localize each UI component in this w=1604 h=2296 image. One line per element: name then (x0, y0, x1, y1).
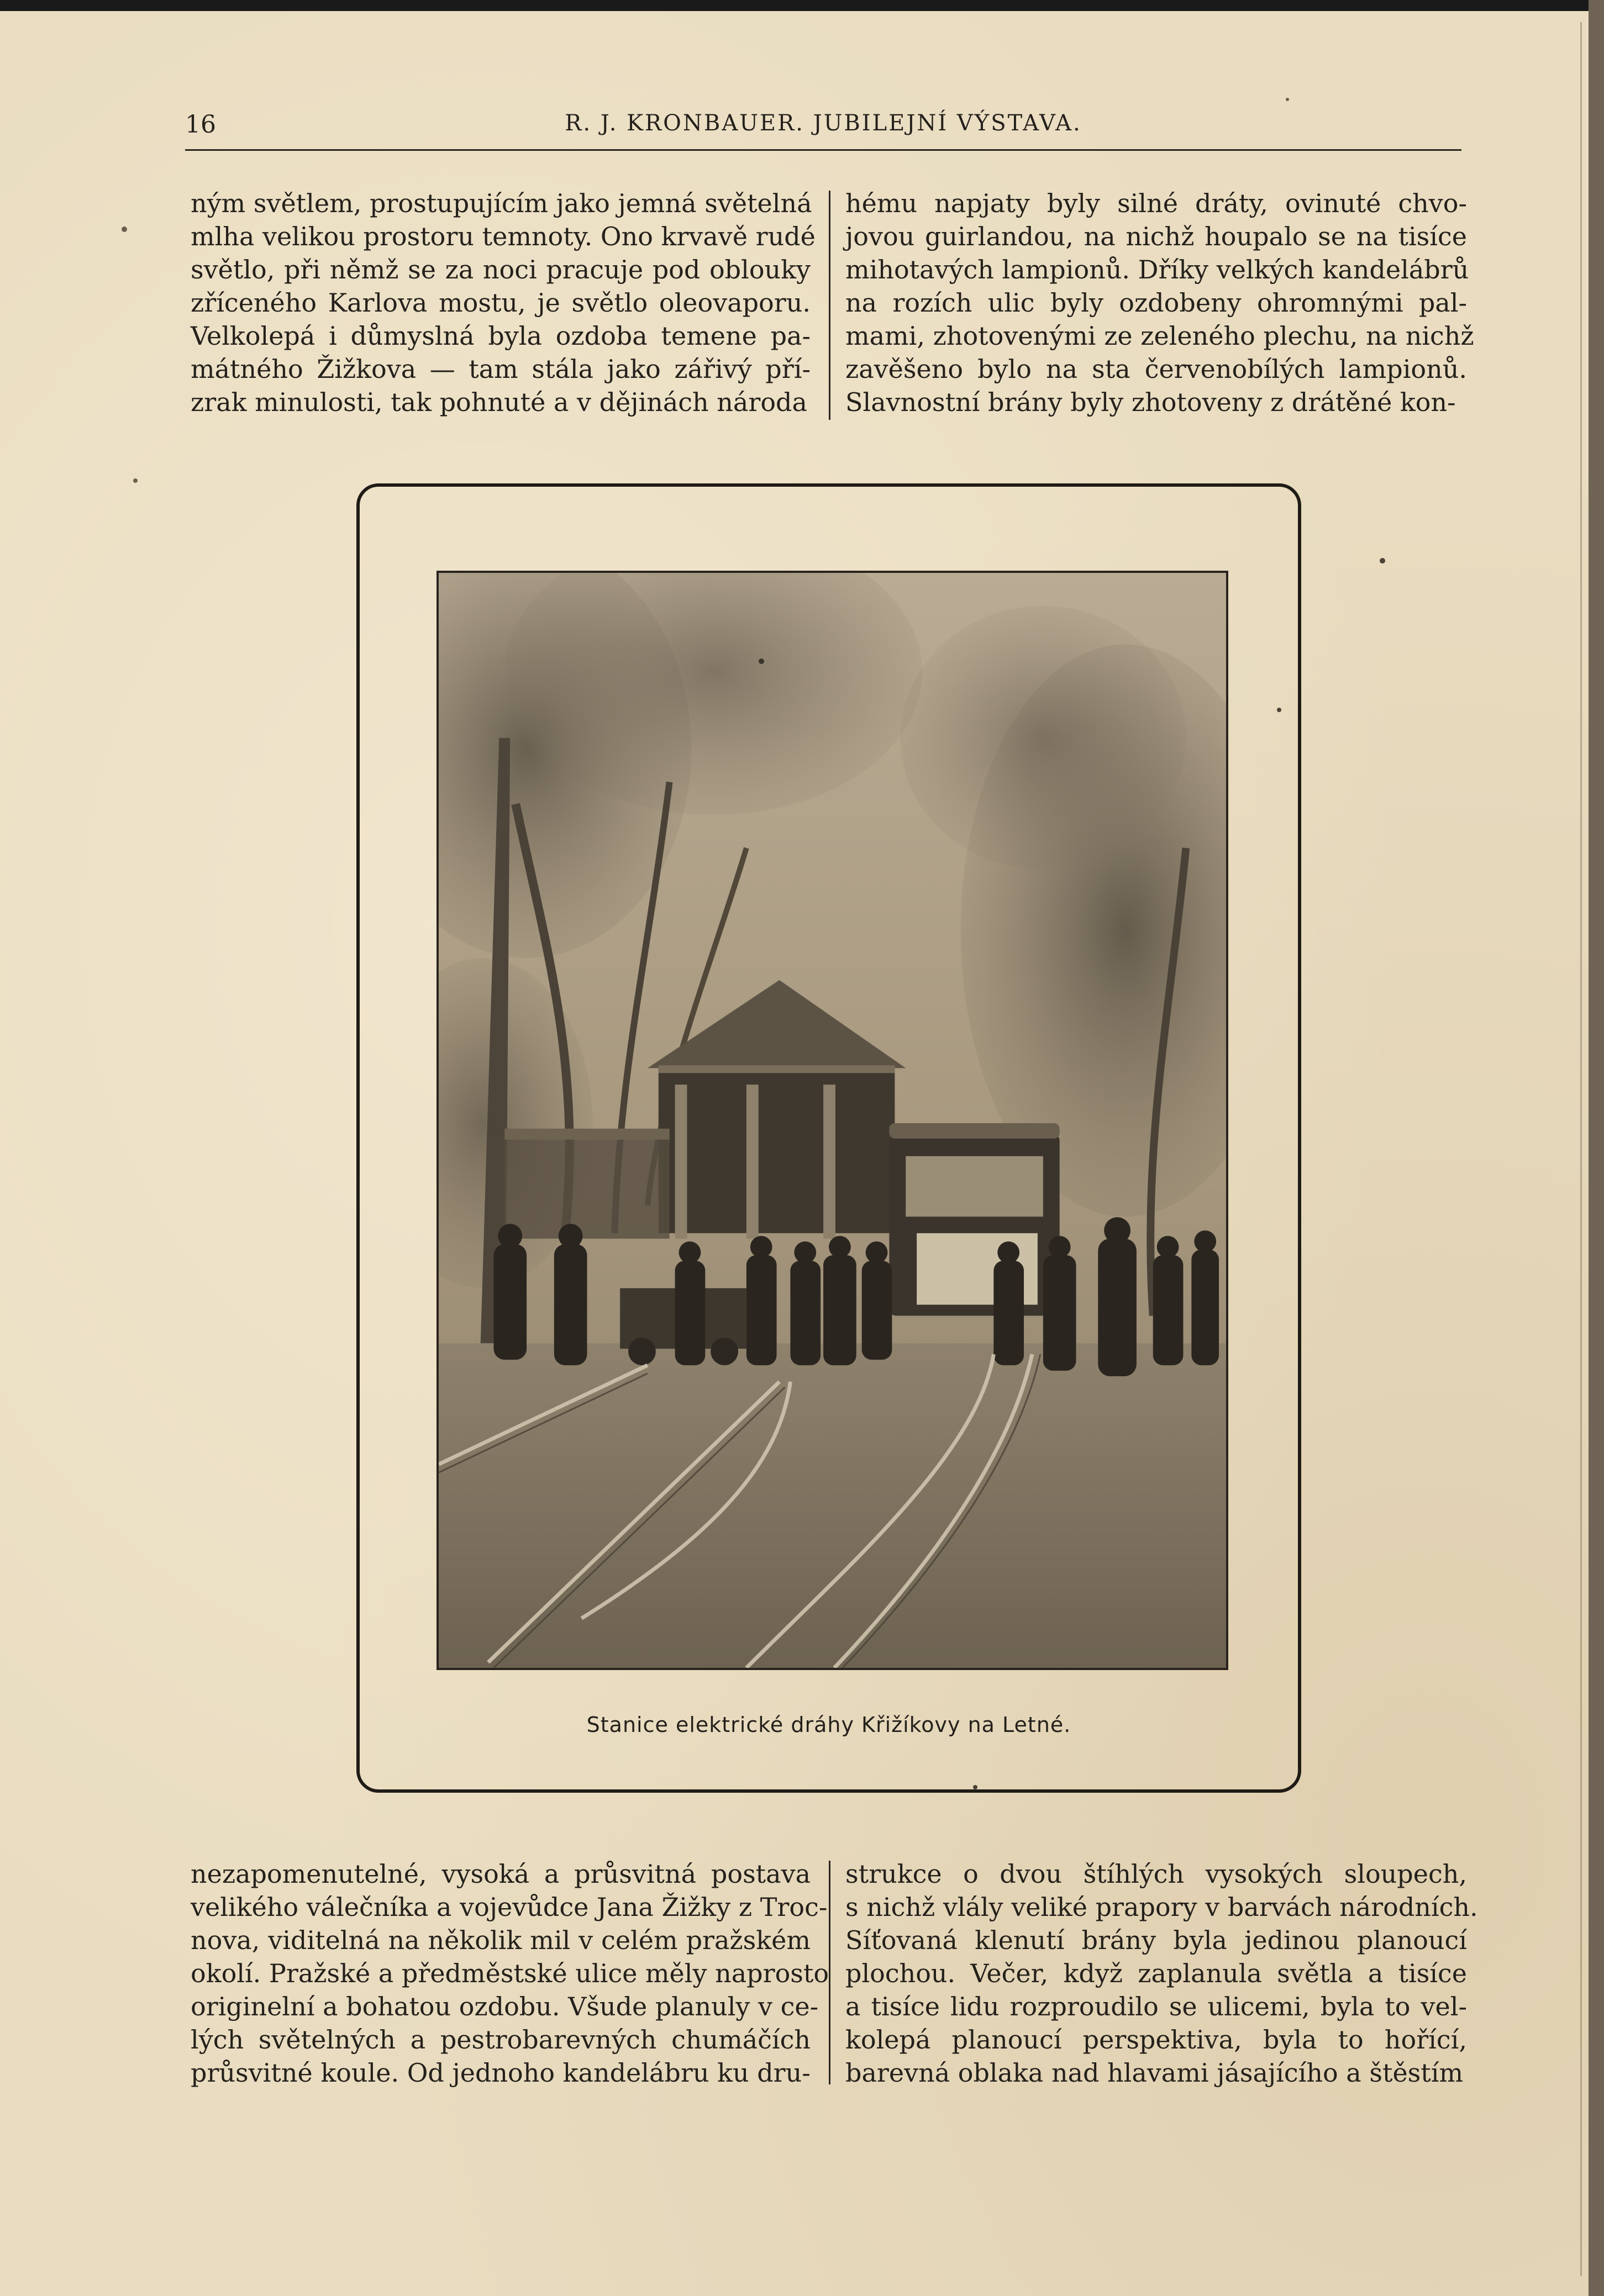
text-line: mátného Žižkova — tam stála jako zářivý pří- (191, 354, 811, 384)
text-line: originelní a bohatou ozdobu. Všude planuly v ce- (191, 1992, 819, 2021)
column-bottom-right (845, 1857, 1478, 2089)
text-line: mami, zhotovenými ze zeleného plechu, na nichž (845, 321, 1474, 351)
text-line: mihotavých lampionů. Dříky velkých kandelábrů (845, 255, 1469, 285)
photo-illustration (439, 573, 1226, 1668)
column-divider (829, 1861, 830, 2084)
station-photograph (437, 571, 1228, 1670)
text-line: Síťovaná klenutí brány byla jedinou planoucí (845, 1925, 1467, 1955)
text-line: Slavnostní brány byly zhotoveny z drátěné kon- (845, 387, 1456, 417)
text-line: na rozích ulic byly ozdobeny ohromnými pal- (845, 288, 1467, 318)
column-top-right (845, 187, 1474, 419)
header-title: R. J. KRONBAUER. JUBILEJNÍ VÝSTAVA. (565, 110, 1082, 136)
text-line: plochou. Večer, když zaplanula světla a tisíce (845, 1958, 1467, 1988)
text-line: nova, viditelná na několik mil v celém pražském (191, 1925, 811, 1955)
text-line: Velkolepá i důmyslná byla ozdoba temene pa- (191, 321, 811, 351)
book-edge (1589, 0, 1604, 2296)
text-line: lých světelných a pestrobarevných chumáčích (191, 2025, 811, 2055)
text-line: nezapomenutelné, vysoká a průsvitná postava (191, 1859, 811, 1889)
column-bottom-left (191, 1857, 829, 2089)
text-line: světlo, při němž se za noci pracuje pod oblouky (191, 255, 811, 285)
text-line: velikého válečníka a vojevůdce Jana Žižky z Troc- (191, 1892, 828, 1922)
text-line: zříceného Karlova mostu, je světlo oleovaporu. (191, 288, 811, 318)
text-line: kolepá planoucí perspektiva, byla to hořící, (845, 2025, 1467, 2055)
text-line: mlha velikou prostoru temnoty. Ono krvavě rudé (191, 222, 816, 251)
text-line: průsvitné koule. Od jednoho kandelábru ku dru- (191, 2058, 811, 2088)
running-head (185, 110, 1461, 151)
text-line: ným světlem, prostupujícím jako jemná světelná (191, 188, 812, 218)
text-line: hému napjaty byly silné dráty, ovinuté chvo- (845, 188, 1467, 218)
text-line: zrak minulosti, tak pohnuté a v dějinách národa (191, 387, 807, 417)
figure-caption: Stanice elektrické dráhy Křižíkovy na Letné. (586, 1713, 1071, 1737)
text-line: s nichž vlály veliké prapory v barvách národních. (845, 1892, 1478, 1922)
text-line: jovou guirlandou, na nichž houpalo se na tisíce (845, 222, 1467, 251)
text-line: a tisíce lidu rozproudilo se ulicemi, byla to vel- (845, 1992, 1467, 2021)
text-line: strukce o dvou štíhlých vysokých sloupech, (845, 1859, 1467, 1889)
text-line: barevná oblaka nad hlavami jásajícího a štěstím (845, 2058, 1464, 2088)
page-fold (1580, 22, 1582, 2276)
text-line: zavěšeno bylo na sta červenobílých lampionů. (845, 354, 1467, 384)
text-line: okolí. Pražské a předměstské ulice měly naprosto (191, 1958, 829, 1988)
page-number: 16 (185, 110, 216, 139)
column-divider (829, 191, 830, 420)
column-top-left (191, 187, 816, 419)
